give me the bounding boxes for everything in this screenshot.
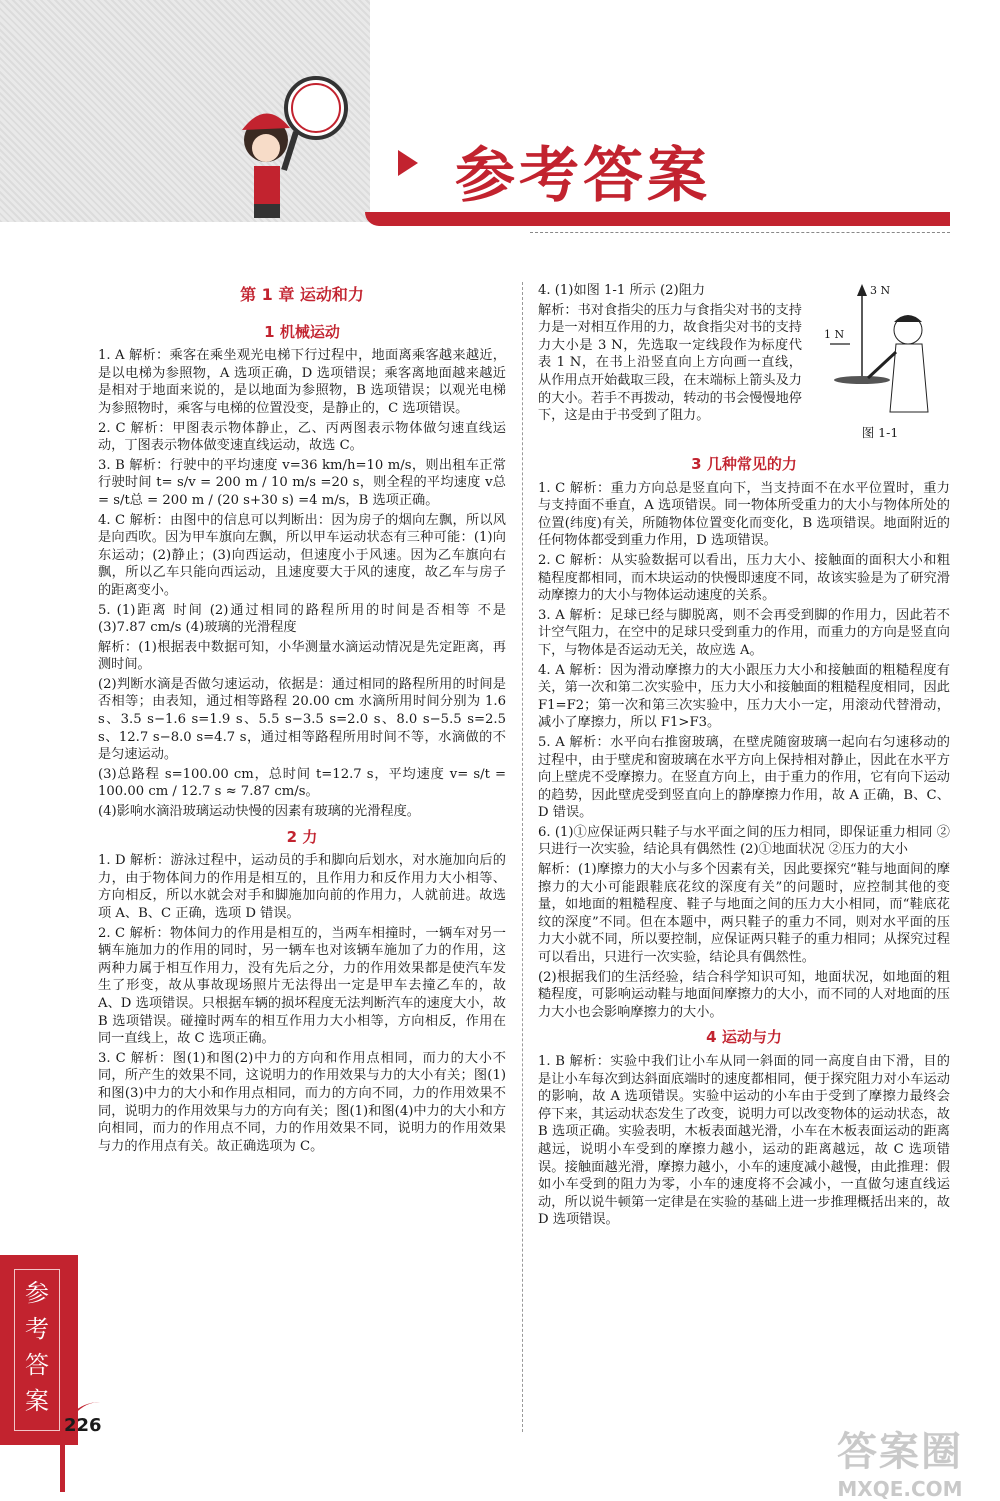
answer-item: 6. (1)①应保证两只鞋子与水平面之间的压力相同，即保证重力相同 ②只进行一次实验，结论具有偶然性 (2)①地面状况 ②压力的大小 [538,824,950,858]
watermark-line2: MXQE.COM [837,1477,963,1501]
answer-item: 4. A 解析：因为滑动摩擦力的大小跟压力大小和接触面的粗糙程度有关，第一次和第二次实验中，压力大小和接触面的粗糙程度相同，因此 F1=F2；第一次和第三次实验中，压力大小一定，用滚动代替滑动，减小了摩擦力，所以 F1>F3。 [538,662,950,731]
page-number: 226 [64,1415,102,1436]
force-label-3n: 3 N [870,284,891,297]
section-title: 1 机械运动 [264,322,340,341]
left-column [98,282,506,1157]
answer-item: 3. A 解析：足球已经与脚脱离，则不会再受到脚的作用力，因此若不计空气阻力，在空中的足球只受到重力的作用，而重力的方向是竖直向下，与物体是否运动无关，故应选 A。 [538,607,950,658]
answer-item: 2. C 解析：从实验数据可以看出，压力大小、接触面的面积大小和粗糙程度都相同，而木块运动的快慢即速度不同，故该实验是为了研究滑动摩擦力的大小与物体运动速度的关系。 [538,552,950,604]
answer-item: 5. (1)距离 时间 (2)通过相同的路程所用的时间是否相等 不是 (3)7.87 cm/s (4)玻璃的光滑程度 [98,602,506,636]
section-title: 4 运动与力 [706,1028,782,1047]
answer-item: 1. A 解析：乘客在乘坐观光电梯下行过程中，地面离乘客越来越近，是以电梯为参照物，A 选项正确，D 选项错误；乘客离地面越来越近是相对于地面来说的，是以地面为参照物，B 选项错误；以观光电梯为参照物时，乘客与电梯的位置没变，是静止的，C 选项错误。 [98,348,506,416]
section-title: 2 力 [286,827,318,846]
answer-item: 5. A 解析：水平向右推窗玻璃，在壁虎随窗玻璃一起向右匀速移动的过程中，由于壁虎和窗玻璃在水平方向上保持相对静止，因此在水平方向上壁虎不受摩擦力。在竖直方向上，由于重力的作用，它有向下运动的趋势，因此壁虎受到竖直向上的静摩擦力作用，故 A 正确，B、C、D 错误。 [538,734,950,821]
page-title: 参考答案 [455,141,711,211]
answer-explanation: (2)根据我们的生活经验，结合科学知识可知，地面状况，如地面的粗糙程度，可影响运动鞋与地面间摩擦力的大小，而不同的人对地面的压力大小也会影响摩擦力的大小。 [538,969,950,1020]
watermark [815,1420,985,1501]
answer-item: 1. B 解析：实验中我们让小车从同一斜面的同一高度自由下滑，目的是让小车每次到达斜面底端时的速度都相同，便于探究阻力对小车运动的影响，故 A 选项错误。实验中运动的小车由于受到了摩擦力最终会停下来，其运动状态发生了改变，说明力可以改变物体的运动状态，故 B 选项正确。实验表明，木板表面越光滑，小车在木板表面运动的距离越远，说明小车受到的摩擦力越小，运动的距离越远，故 C 选项错误。接触面越光滑，摩擦力越小，小车的速度减小越慢，由此推理：假如小车受到的阻力为零，小车的速度将不会减小，一直做匀速直线运动，所以说牛顿第一定律是在实验的基础上进一步推理概括出来的，故 D 选项错误。 [538,1054,950,1228]
answer-item: 2. C 解析：甲图表示物体静止，乙、丙两图表示物体做匀速直线运动，丁图表示物体做变速直线运动，故选 C。 [98,420,506,454]
side-tab-label: 参考答案 [25,1279,49,1415]
right-column [538,282,950,1231]
answer-item: 4. C 解析：由图中的信息可以判断出：因为房子的烟向左飘，所以风是向西吹。因为甲车旗向左飘，所以甲车运动状态有三种可能：(1)向东运动；(2)静止；(3)向西运动，但速度小于风速。因为乙车旗向右飘，所以乙车只能向西运动，且速度要大于风的速度，故乙车与房子的距离变小。 [98,512,506,598]
answer-explanation: (2)判断水滴是否做匀速运动，依据是：通过相同的路程所用的时间是否相等；由表知，通过相等路程 20.00 cm 水滴所用时间分别为 1.6 s、3.5 s−1.6 s=1.9 s、5.5 s−3.5 s=2.0 s、8.0 s−5.5 s=2.5 s、12.7 s−8.0 s=4.7 s，通过相等路程所用时间不等，水滴做的不是匀速运动。 [98,676,506,763]
figure-caption: 图 1-1 [861,425,899,441]
chapter-title: 第 1 章 运动和力 [240,285,364,304]
header-dashed-line [530,232,950,233]
force-diagram-illustration [810,282,950,422]
answer-explanation: 解析：(1)摩擦力的大小与多个因素有关，因此要探究“鞋与地面间的摩擦力的大小可能跟鞋底花纹的深度有关”的问题时，应控制其他的变量，如地面的粗糙程度、鞋子与地面之间的压力大小相同，而“鞋底花纹的深度”不同。但在本题中，两只鞋子的重力不同，则对水平面的压力大小就不同，所以要控制，应保证两只鞋子的重力相同；从探究过程可以看出，只进行一次实验，结论具有偶然性。 [538,862,950,966]
answer-item: 1. C 解析：重力方向总是竖直向下，当支持面不在水平位置时，重力与支持面不垂直，A 选项错误。同一物体所受重力的大小与物体所处的位置(纬度)有关，所随物体位置变化而变化，B 选项错误。地面附近的任何物体都受到重力作用，D 选项错误。 [538,480,950,549]
header-red-bar [365,212,950,226]
column-divider [522,282,523,1432]
answer-explanation: (4)影响水滴沿玻璃运动快慢的因素有玻璃的光滑程度。 [98,804,420,820]
answer-item: 3. B 解析：行驶中的平均速度 v=36 km/h=10 m/s，则出租车正常行驶时间 t= s/v = 200 m / 10 m/s =20 s，则全程的平均速度 v总 = s/t总 = 200 m / (20 s+30 s) =4 m/s，B 选项正确。 [98,457,506,508]
answer-explanation: 解析：(1)根据表中数据可知，小华测量水滴运动情况是先定距离，再测时间。 [98,639,506,673]
answer-item: 1. D 解析：游泳过程中，运动员的手和脚向后划水，对水施加向后的力，由于物体间力的作用是相互的，且作用力和反作用力大小相等、方向相反，所以水就会对手和脚施加向前的作用力，人就前进。故选项 A、B、C 正确，选项 D 错误。 [98,853,506,921]
answer-item: 3. C 解析：图(1)和图(2)中力的方向和作用点相同，而力的大小不同，所产生的效果不同，这说明力的作用效果与力的大小有关；图(1)和图(3)中力的大小和作用点相同，而力的方向不同，力的作用效果不同，说明力的作用效果与力的方向有关；图(1)和图(4)中力的大小和方向相同，而力的作用点不同，力的作用效果不同，说明力的作用效果与力的作用点有关。故正确选项为 C。 [98,1050,506,1154]
answer-item: 4. (1)如图 1-1 所示 (2)阻力 [538,283,706,298]
girl-with-magnifier-illustration [228,70,368,220]
scale-label-1n: 1 N [824,328,845,341]
title-arrow-icon [398,150,418,176]
answer-item: 2. C 解析：物体间力的作用是相互的，当两车相撞时，一辆车对另一辆车施加力的作用的同时，另一辆车也对该辆车施加了力的作用，这两种力属于相互作用力，没有先后之分，力的作用效果都是使汽车发生了形变，故从事故现场照片无法得出一定是甲车去撞乙车的，故 A、D 选项错误。只根据车辆的损坏程度无法判断汽车的速度大小，故 B 选项错误。碰撞时两车的相互作用力大小相等，方向相反，作用在同一直线上，故 C 选项正确。 [98,925,506,1047]
section-title: 3 几种常见的力 [691,455,797,473]
figure-1-1 [810,282,950,442]
answer-explanation: 解析：书对食指尖的压力与食指尖对书的支持力是一对相互作用的力，故食指尖对书的支持力大小是 3 N，先选取一定线段作为标度代表 1 N，在书上沿竖直向上方向画一直线，从作用点开始截取三段，在末端标上箭头及力的大小。若手不再拨动，转动的书会慢慢地停下，这是由于书受到了阻力。 [538,302,802,424]
watermark-line1: 答案圈 [837,1429,963,1475]
answer-explanation: (3)总路程 s=100.00 cm，总时间 t=12.7 s，平均速度 v= s/t = 100.00 cm / 12.7 s ≈ 7.87 cm/s。 [98,766,506,800]
